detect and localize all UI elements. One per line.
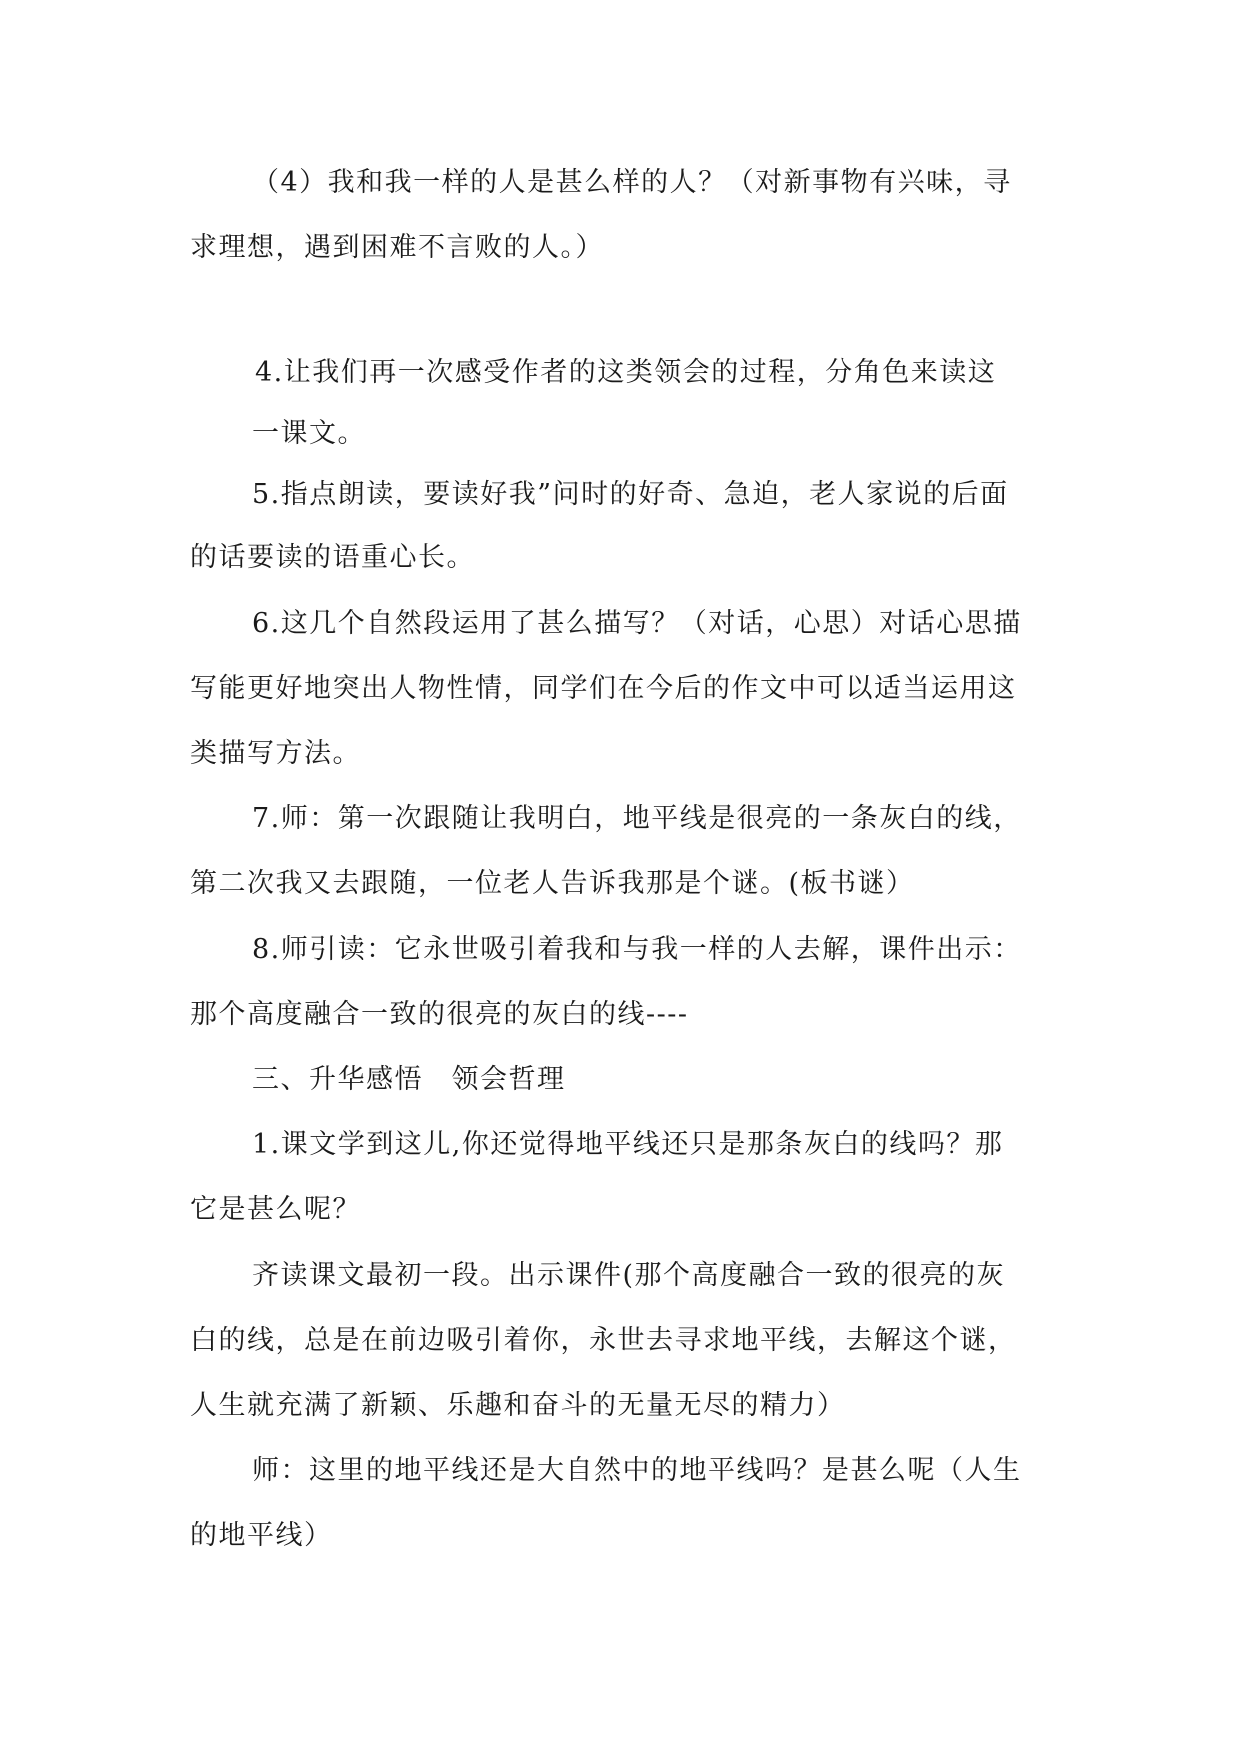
- item-6-line-2: 写能更好地突出人物性情，同学们在今后的作文中可以适当运用这: [190, 673, 1017, 704]
- item-4-line-2: 一课文。: [252, 418, 366, 449]
- item-1-line-2: 它是甚么呢？: [190, 1194, 361, 1225]
- reading-line-3: 人生就充满了新颖、乐趣和奋斗的无量无尽的精力）: [190, 1390, 846, 1421]
- section-3-heading: 三、升华感悟 领会哲理: [252, 1064, 566, 1095]
- item-1-line-1: 1.课文学到这儿,你还觉得地平线还只是那条灰白的线吗？那: [252, 1129, 1004, 1160]
- item-6-line-3: 类描写方法。: [190, 738, 361, 769]
- item-8-line-1: 8.师引读：它永世吸引着我和与我一样的人去解，课件出示：: [252, 934, 1022, 965]
- para-4-line-2: 求理想，遇到困难不言败的人。）: [190, 232, 604, 263]
- teacher-line-2: 的地平线）: [190, 1520, 333, 1551]
- item-8-line-2: 那个高度融合一致的很亮的灰白的线----: [190, 999, 689, 1030]
- teacher-line-1: 师：这里的地平线还是大自然中的地平线吗？是甚么呢（人生: [252, 1455, 1022, 1486]
- para-4-line-1: （4）我和我一样的人是甚么样的人？（对新事物有兴味，寻: [252, 167, 1012, 198]
- item-7-line-2: 第二次我又去跟随，一位老人告诉我那是个谜。(板书谜）: [190, 868, 915, 899]
- item-5-line-1: 5.指点朗读，要读好我”问时的好奇、急迫，老人家说的后面: [252, 479, 1009, 510]
- item-4-line-1: 4.让我们再一次感受作者的这类领会的过程，分角色来读这: [255, 357, 997, 388]
- item-6-line-1: 6.这几个自然段运用了甚么描写？（对话，心思）对话心思描: [252, 608, 1022, 639]
- reading-line-2: 白的线，总是在前边吸引着你，永世去寻求地平线，去解这个谜，: [190, 1325, 1017, 1356]
- item-7-line-1: 7.师：第一次跟随让我明白，地平线是很亮的一条灰白的线，: [252, 803, 1022, 834]
- item-5-line-2: 的话要读的语重心长。: [190, 542, 475, 573]
- reading-line-1: 齐读课文最初一段。出示课件(那个高度融合一致的很亮的灰: [252, 1260, 1006, 1291]
